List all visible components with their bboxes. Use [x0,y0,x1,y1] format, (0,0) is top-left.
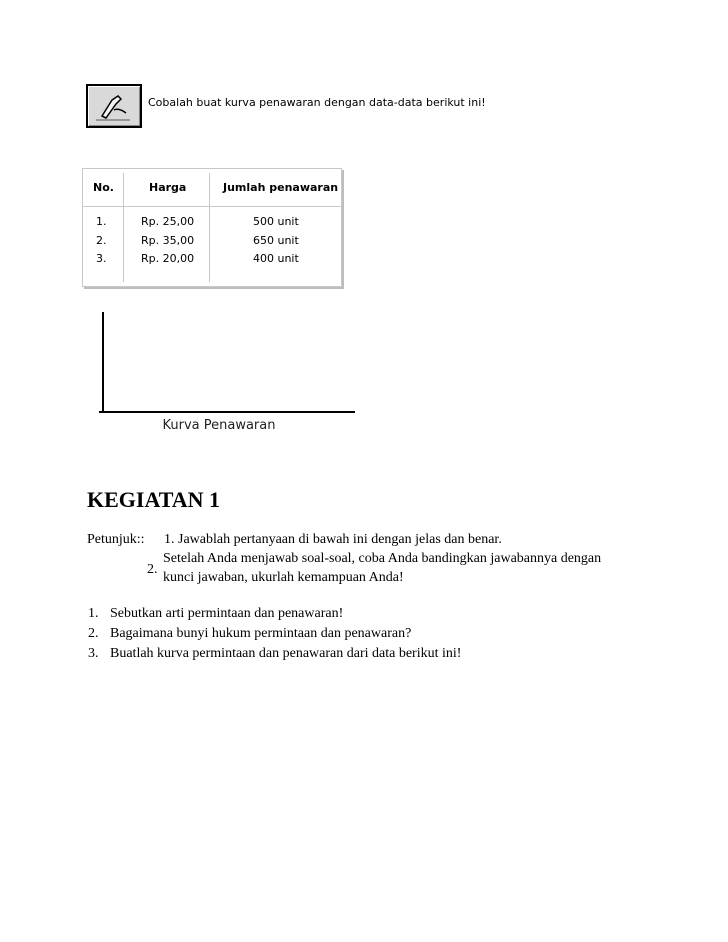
instruction-item: 1. Jawablah pertanyaan di bawah ini dengan jelas dan benar. [164,532,502,547]
instruction-item: Setelah Anda menjawab soal-soal, coba Anda bandingkan jawabannya dengan [163,551,602,566]
cell-no: 2. [96,234,107,247]
question-item [88,626,411,642]
header-jumlah: Jumlah penawaran [223,181,339,194]
cell-harga: Rp. 20,00 [141,252,195,265]
section-heading: KEGIATAN 1 [87,487,221,512]
table-divider [123,173,124,282]
header-harga: Harga [149,181,187,194]
table-divider [83,206,341,207]
question-text: Buatlah kurva permintaan dan penawaran dari data berikut ini! [110,646,462,661]
cell-jumlah: 400 unit [253,252,299,265]
chart-caption: Kurva Penawaran [162,418,276,433]
cell-harga: Rp. 25,00 [141,215,195,228]
instruction-text: Cobalah buat kurva penawaran dengan data-data berikut ini! [148,96,486,109]
question-number: 3. [88,646,99,661]
cell-no: 1. [96,215,107,228]
question-text: Bagaimana bunyi hukum permintaan dan penawaran? [110,626,412,641]
pencil-icon-box [86,84,142,128]
instructions-label: Petunjuk:: [87,532,145,547]
question-number: 2. [88,626,99,641]
cell-jumlah: 500 unit [253,215,299,228]
question-item [88,606,343,622]
cell-harga: Rp. 35,00 [141,234,195,247]
supply-data-table [82,168,342,287]
header-no: No. [93,181,114,194]
instruction-item-number: 2. [147,562,158,577]
table-divider [209,173,210,282]
pencil-icon [88,86,140,126]
supply-curve-axes [95,308,361,418]
question-item [88,646,461,662]
cell-no: 3. [96,252,107,265]
cell-jumlah: 650 unit [253,234,299,247]
question-text: Sebutkan arti permintaan dan penawaran! [110,606,344,621]
question-number: 1. [88,606,99,621]
instruction-item: kunci jawaban, ukurlah kemampuan Anda! [163,570,404,585]
